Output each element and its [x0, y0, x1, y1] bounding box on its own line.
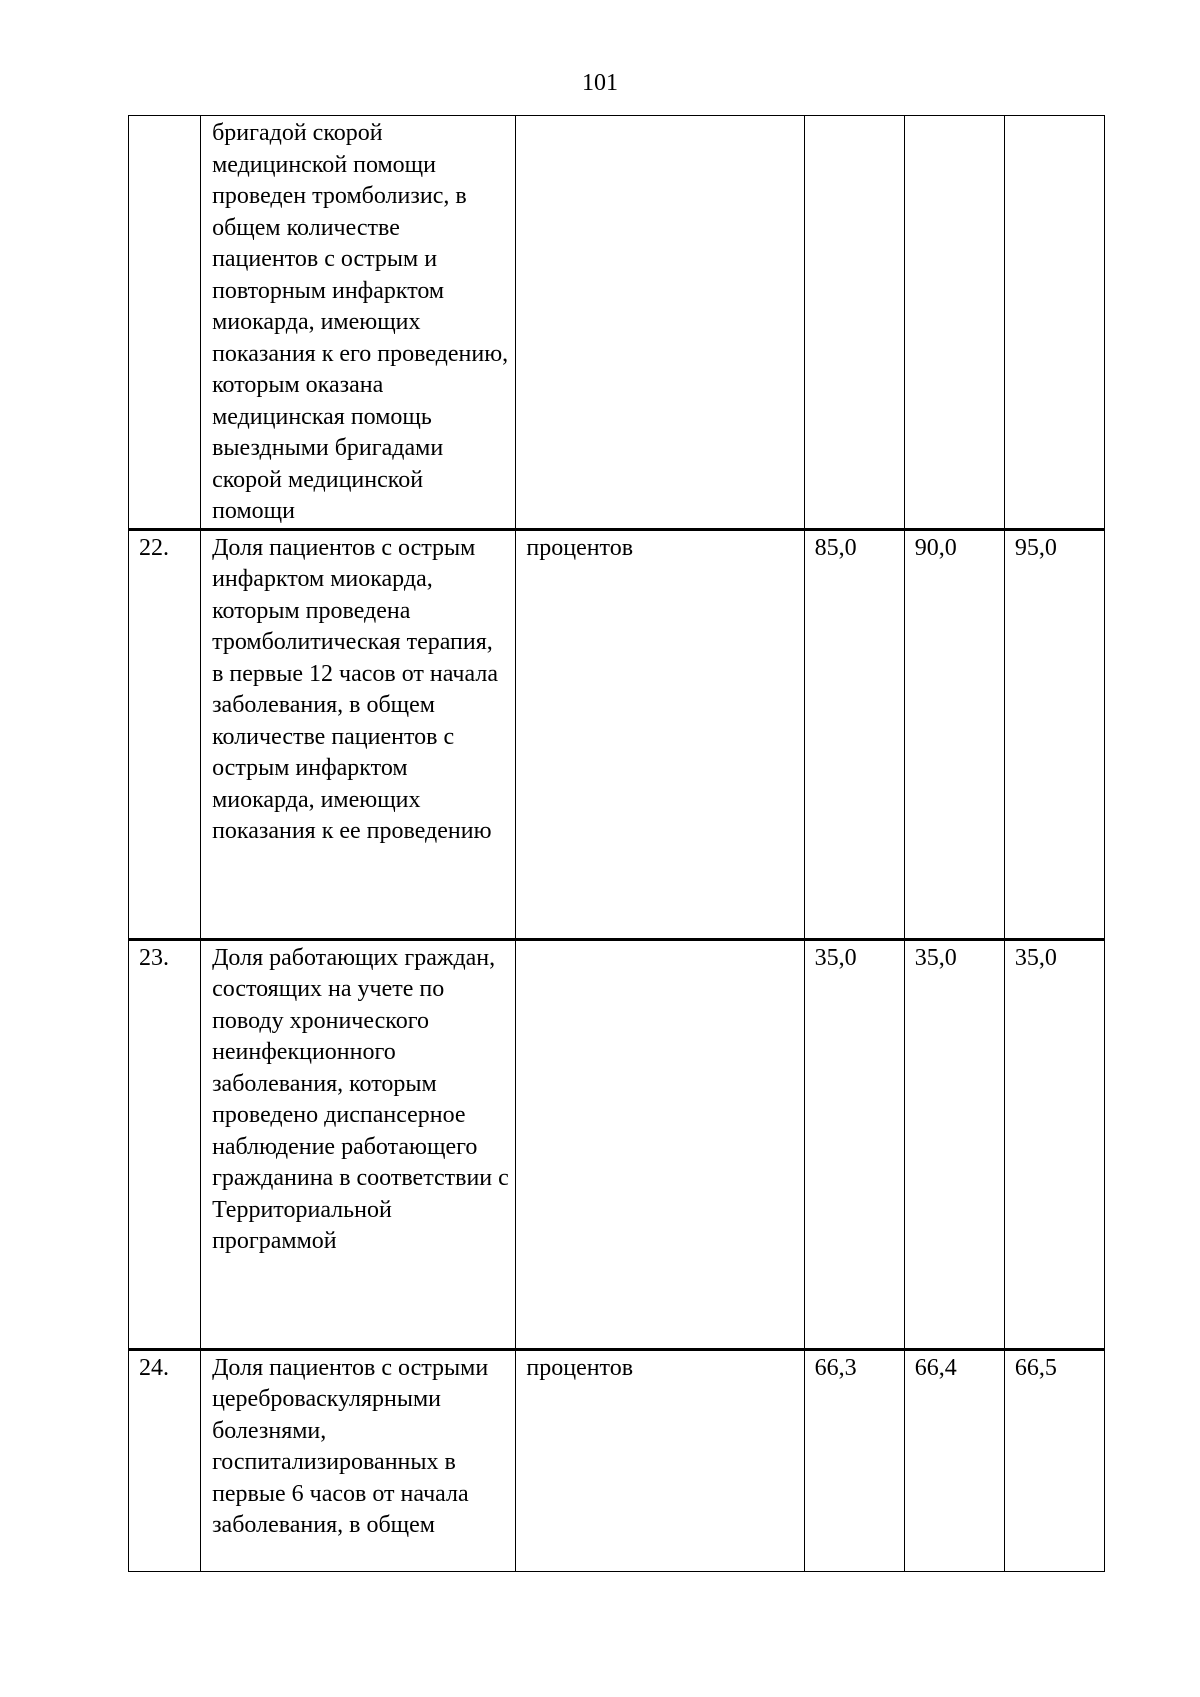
value-year-2: 35,0 [904, 939, 1004, 1349]
value-year-1: 35,0 [804, 939, 904, 1349]
value-year-2: 66,4 [904, 1349, 1004, 1571]
unit-cell: процентов [516, 529, 804, 939]
row-number: 22. [129, 529, 201, 939]
value-year-2 [904, 116, 1004, 530]
unit-cell [516, 939, 804, 1349]
value-year-3: 66,5 [1004, 1349, 1104, 1571]
table-row [129, 1349, 1105, 1571]
value-year-3: 95,0 [1004, 529, 1104, 939]
unit-cell [516, 116, 804, 530]
value-year-2: 90,0 [904, 529, 1004, 939]
value-year-3: 35,0 [1004, 939, 1104, 1349]
value-year-1: 66,3 [804, 1349, 904, 1571]
indicator-name: Доля работающих граждан, состоящих на учете по поводу хронического неинфекционного заболевания, которым проведено диспансерное наблюдение работающего гражданина в соответствии с Территориальной программой [201, 939, 516, 1349]
value-year-1 [804, 116, 904, 530]
indicator-name: Доля пациентов с острым инфарктом миокарда, которым проведена тромболитическая терапия, в первые 12 часов от начала заболевания, в общем количестве пациентов с острым инфарктом миокарда, имеющих показания к ее проведению [201, 529, 516, 939]
table-row [129, 529, 1105, 939]
table-row [129, 116, 1105, 530]
value-year-1: 85,0 [804, 529, 904, 939]
indicator-name: бригадой скорой медицинской помощи проведен тромболизис, в общем количестве пациентов с острым и повторным инфарктом миокарда, имеющих показания к его проведению, которым оказана медицинская помощь выездными бригадами скорой медицинской помощи [201, 116, 516, 530]
page-number: 101 [582, 70, 618, 96]
indicators-table [128, 115, 1105, 1572]
row-number [129, 116, 201, 530]
row-number: 23. [129, 939, 201, 1349]
row-number: 24. [129, 1349, 201, 1571]
unit-cell: процентов [516, 1349, 804, 1571]
table-row [129, 939, 1105, 1349]
value-year-3 [1004, 116, 1104, 530]
indicator-name: Доля пациентов с острыми цереброваскулярными болезнями, госпитализированных в первые 6 часов от начала заболевания, в общем [201, 1349, 516, 1571]
